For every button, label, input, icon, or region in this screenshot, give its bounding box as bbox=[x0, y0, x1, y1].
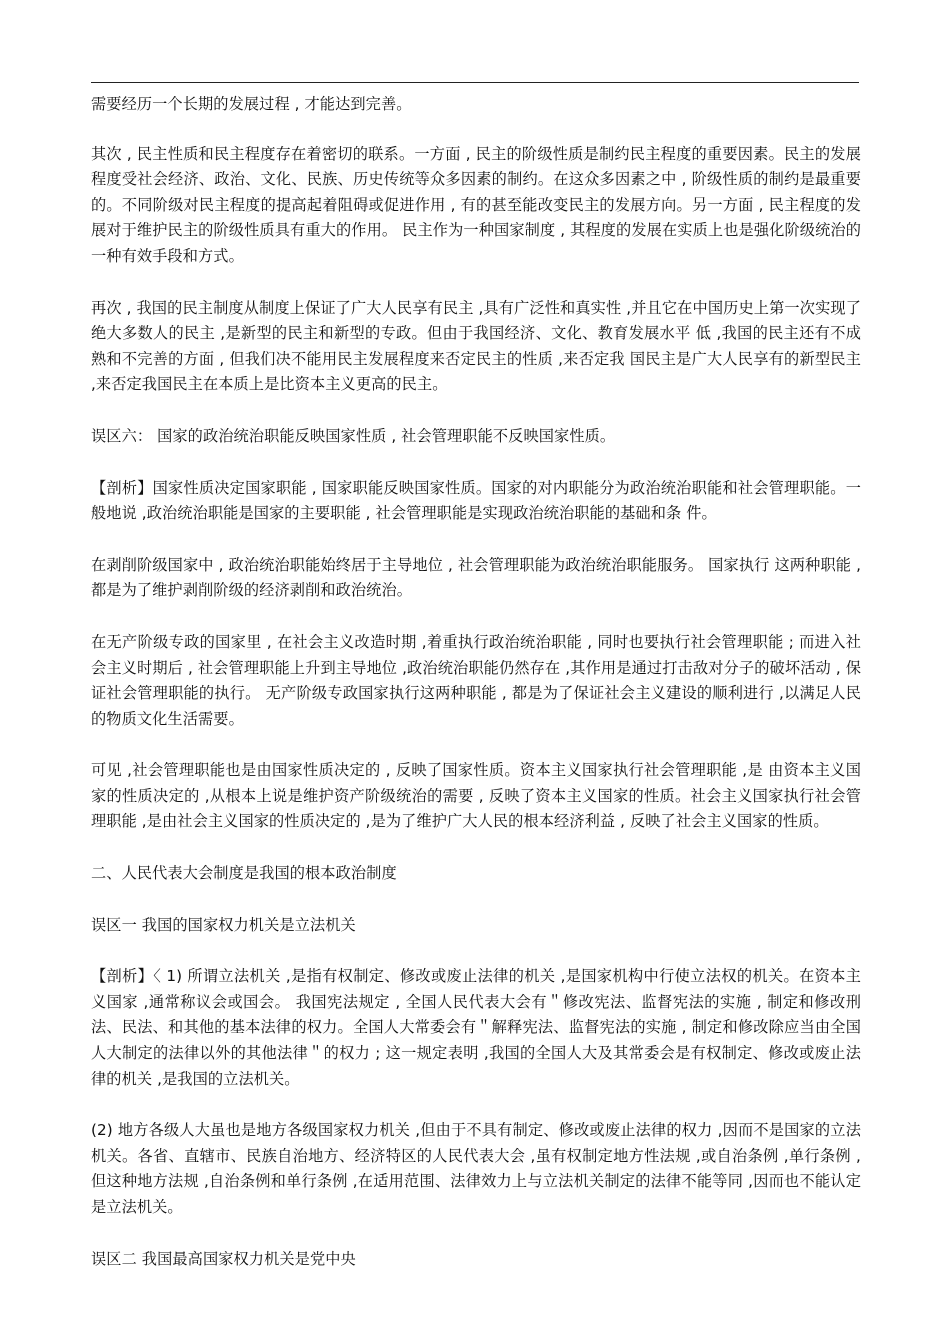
text-line: 进入社会主义时期后 , 社会管理职能上升到主导地位 ,政治统治职能仍然存在 ,其作用是通过打击敌对分子 bbox=[91, 632, 861, 677]
text-line: 可见 ,社会管理职能也是由国家性质决定的 , 反映了国家性质。资本主义国家执行社会管理职能 ,是 由资本 bbox=[91, 761, 815, 780]
text-line: 的破坏活动 , 保证社会管理职能的执行。 无产阶级专政国家执行这两种职能 , 都是为了保证社会主义建设 bbox=[91, 658, 861, 703]
text-line: 次实现了绝大多数人的民主 ,是新型的民主和新型的专政。但由于我国经济、文化、教育发展水平 低 ,我国 bbox=[91, 298, 861, 343]
paragraph-p8 bbox=[91, 758, 861, 835]
document-body bbox=[91, 92, 861, 1298]
paragraph-p1 bbox=[91, 92, 861, 118]
text-line: 约是最重要的。不同阶级对民主程度的提高起着阻碍或促进作用 , 有的甚至能改变民主的发展方向。另一方 bbox=[91, 170, 862, 214]
text-line: 主义国家的性质决定的 ,从根本上说是维护资产阶级统治的需要 , 反映了资本主义国家的性质。社会主义国 bbox=[91, 761, 861, 805]
text-line: 能。一般地说 ,政治统治职能是国家的主要职能 , 社会管理职能是实现政治统治职能的基础和条 件。 bbox=[91, 478, 861, 523]
text-line: 在无产阶级专政的国家里 , 在社会主义改造时期 ,着重执行政治统治职能 , 同时也要执行社会管理职能 ; 而 bbox=[91, 632, 815, 651]
paragraph-p5 bbox=[91, 476, 861, 527]
text-line: 和修改刑法、民法、和其他的基本法律的权力。全国人大常委会有＂解释宪法、监督宪法的实施 , 制定和修 bbox=[91, 992, 861, 1037]
text-line: 再次 , 我国的民主制度从制度上保证了广大人民享有民主 ,具有广泛性和真实性 ,并且它在中国历史上第一 bbox=[91, 298, 800, 317]
text-line: 有权制定、修改或废止法律的机关 ,是我国的立法机关。 bbox=[91, 1044, 861, 1088]
text-line: 误区六： 国家的政治统治职能反映国家性质 , 社会管理职能不反映国家性质。 bbox=[91, 426, 616, 445]
text-line: 的顺利进行 ,以满足人民的物质文化生活需要。 bbox=[91, 684, 861, 728]
text-line: 同 ,因而也不能认定是立法机关。 bbox=[91, 1172, 861, 1216]
text-line: 面 , 民主程度的发展对于维护民主的阶级性质具有重大的作用。 民主作为一种国家制度 , 其程度的发展在 bbox=[91, 195, 861, 240]
paragraph-p6 bbox=[91, 553, 861, 604]
text-line: 改除应当由全国人大制定的法律以外的其他法律＂的权力 ; 这一规定表明 ,我国的全国人大及其常委会是 bbox=[91, 1018, 861, 1063]
text-line: 误区二 我国最高国家权力机关是党中央 bbox=[91, 1249, 356, 1268]
text-line: 需要经历一个长期的发展过程 , 才能达到完善。 bbox=[91, 95, 412, 113]
text-line: 误区一 我国的国家权力机关是立法机关 bbox=[91, 915, 356, 934]
text-line: 种职能 ,都是为了维护剥削阶级的经济剥削和政治统治。 bbox=[91, 555, 862, 600]
text-line: 【剖析】〈 1) 所谓立法机关 ,是指有权制定、修改或废止法律的机关 ,是国家机构中行使立法权的机关。在资 bbox=[91, 967, 831, 986]
paragraph-p11 bbox=[91, 964, 861, 1092]
text-line: 的立法机关。各省、直辖市、民族自治地方、经济特区的人民代表大会 ,虽有权制定地方性法规 ,或自治条例 , bbox=[91, 1121, 861, 1165]
text-line: 在剥削阶级国家中 , 政治统治职能始终居于主导地位 , 社会管理职能为政治统治职能服务。 国家执行 这两 bbox=[91, 555, 806, 574]
text-line: (2) 地方各级人大虽也是地方各级国家权力机关 ,但由于不具有制定、修改或废止法律的权力 ,因而不是国家 bbox=[91, 1121, 815, 1140]
paragraph-p12 bbox=[91, 1118, 861, 1220]
paragraph-p2 bbox=[91, 142, 861, 270]
text-line: 的民主还有不成熟和不完善的方面 , 但我们决不能用民主发展程度来否定民主的性质 ,来否定我 国民主是 bbox=[91, 324, 861, 368]
header-rule bbox=[91, 82, 859, 83]
text-line: 本主义国家 ,通常称议会或国会。 我国宪法规定 , 全国人民代表大会有＂修改宪法、监督宪法的实施 , 制定 bbox=[91, 967, 861, 1011]
paragraph-p10 bbox=[91, 913, 861, 939]
paragraph-p3 bbox=[91, 296, 861, 398]
text-line: 广大人民享有的新型民主 ,来否定我国民主在本质上是比资本主义更高的民主。 bbox=[91, 349, 861, 394]
text-line: 的发展程度受社会经济、政治、文化、民族、历史传统等众多因素的制约。在这众多因素之中 , 阶级性质的制 bbox=[91, 144, 861, 189]
paragraph-p4 bbox=[91, 424, 861, 450]
paragraph-p9 bbox=[91, 861, 861, 887]
text-line: 主义国家的性质。 bbox=[706, 812, 829, 831]
text-line: 其次 , 民主性质和民主程度存在着密切的联系。一方面 , 民主的阶级性质是制约民主程度的重要因素。民主 bbox=[91, 144, 815, 163]
paragraph-p7 bbox=[91, 630, 861, 732]
paragraph-p13 bbox=[91, 1247, 861, 1273]
text-line: 家执行社会管理职能 ,是由社会主义国家的性质决定的 ,是为了维护广大人民的根本经济利益 , 反映了社会 bbox=[91, 786, 861, 831]
text-line: 单行条例 ,但这种地方法规 ,自治条例和单行条例 ,在适用范围、法律效力上与立法机关制定的法律不能等 bbox=[91, 1146, 861, 1191]
text-line: 实质上也是强化阶级统治的一种有效手段和方式。 bbox=[91, 221, 861, 265]
text-line: 二、人民代表大会制度是我国的根本政治制度 bbox=[91, 864, 397, 883]
text-line: 【剖析】国家性质决定国家职能 , 国家职能反映国家性质。国家的对内职能分为政治统治职能和社会管理职 bbox=[91, 478, 815, 497]
